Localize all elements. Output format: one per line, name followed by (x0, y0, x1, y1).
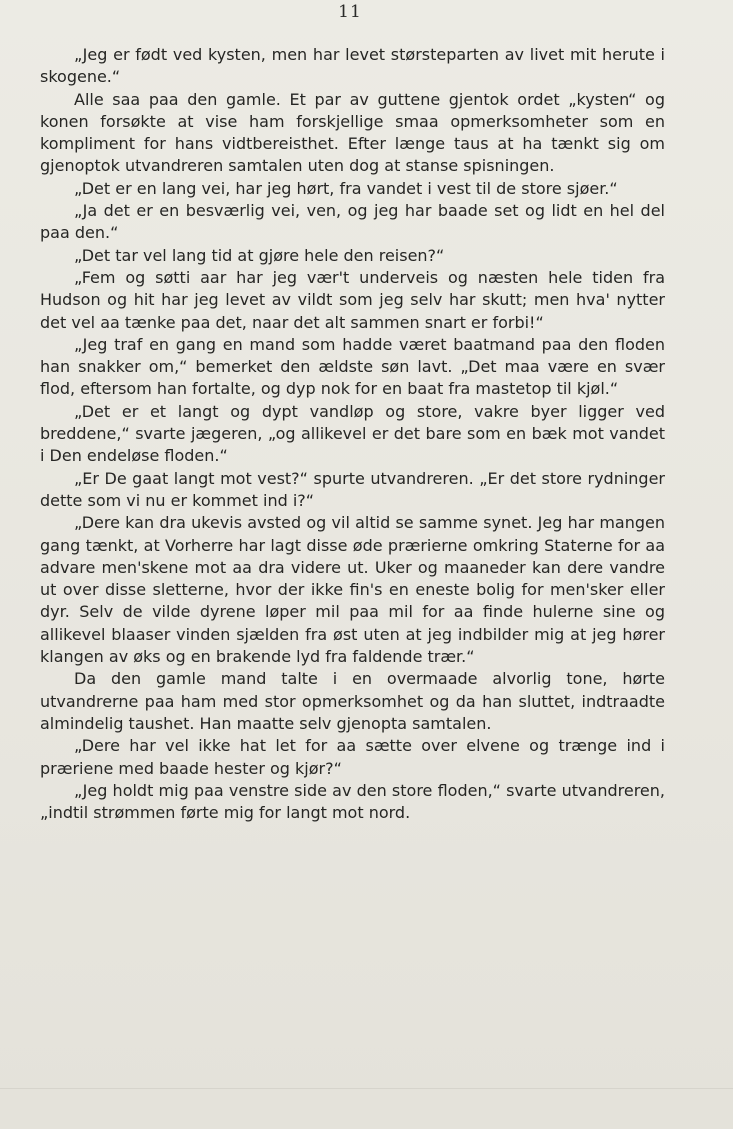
paragraph: „Dere har vel ikke hat let for aa sætte over elvene og trænge ind i præriene med baade hester og kjør?“ (40, 736, 665, 778)
paragraph: Alle saa paa den gamle. Et par av guttene gjentok ordet „kysten“ og konen forsøkte at vise ham forskjellige smaa opmerksomheter som en kompliment for hans vidtbereisthet. Efter længe taus at ha tænkt sig om gjenoptok utvandreren samtalen uten dog at stanse spisningen. (40, 89, 665, 176)
paragraph: „Jeg er født ved kysten, men har levet størsteparten av livet mit herute i skogene.“ (40, 45, 665, 87)
paragraph: „Jeg traf en gang en mand som hadde været baatmand paa den floden han snakker om,“ bemerket den ældste søn lavt. „Det maa være en svær flod, eftersom han fortalte, og dyp nok for en baat fra mastetop til kjøl.“ (40, 334, 665, 399)
paragraph: „Er De gaat langt mot vest?“ spurte utvandreren. „Er det store rydninger dette som vi nu er kommet ind i?“ (40, 468, 665, 510)
paragraph: „Det er et langt og dypt vandløp og store, vakre byer ligger ved breddene,“ svarte jægeren, „og allikevel er det bare som en bæk mot vandet i Den endeløse floden.“ (40, 401, 665, 466)
paragraph: „Det er en lang vei, har jeg hørt, fra vandet i vest til de store sjøer.“ (74, 178, 618, 198)
page-number: 11 (338, 2, 362, 22)
paragraph: „Dere kan dra ukevis avsted og vil altid se samme synet. Jeg har mangen gang tænkt, at Vorherre har lagt disse øde prærierne omkring Staterne for aa advare men'skene mot aa dra videre ut. Uker og maaneder kan dere vandre ut over disse sletterne, hvor der ikke fin's en eneste bolig for men'sker eller dyr. Selv de vilde dyrene løper mil paa mil for aa finde hulerne sine og allikevel blaaser vinden sjælden fra øst uten at jeg indbilder mig at jeg hører klangen av øks og en brakende lyd fra faldende trær.“ (40, 513, 665, 667)
paragraph: „Det tar vel lang tid at gjøre hele den reisen?“ (74, 245, 445, 265)
paragraph: Da den gamle mand talte i en overmaade alvorlig tone, hørte utvandrerne paa ham med stor opmerksomhet og da han sluttet, indtraadte almindelig taushet. Han maatte selv gjenopta samtalen. (40, 669, 665, 733)
paragraph: „Jeg holdt mig paa venstre side av den store floden,“ svarte utvandreren, „indtil strømmen førte mig for langt mot nord. (40, 780, 665, 823)
paragraph: „Fem og søtti aar har jeg vær't underveis og næsten hele tiden fra Hudson og hit har jeg levet av vildt som jeg selv har skutt; men hva' nytter det vel aa tænke paa det, naar det alt sammen snart er forbi!“ (40, 267, 665, 332)
page-bottom-edge (0, 1088, 733, 1129)
page-body-text (40, 44, 665, 824)
paragraph: „Ja det er en besværlig vei, ven, og jeg har baade set og lidt en hel del paa den.“ (40, 201, 665, 243)
